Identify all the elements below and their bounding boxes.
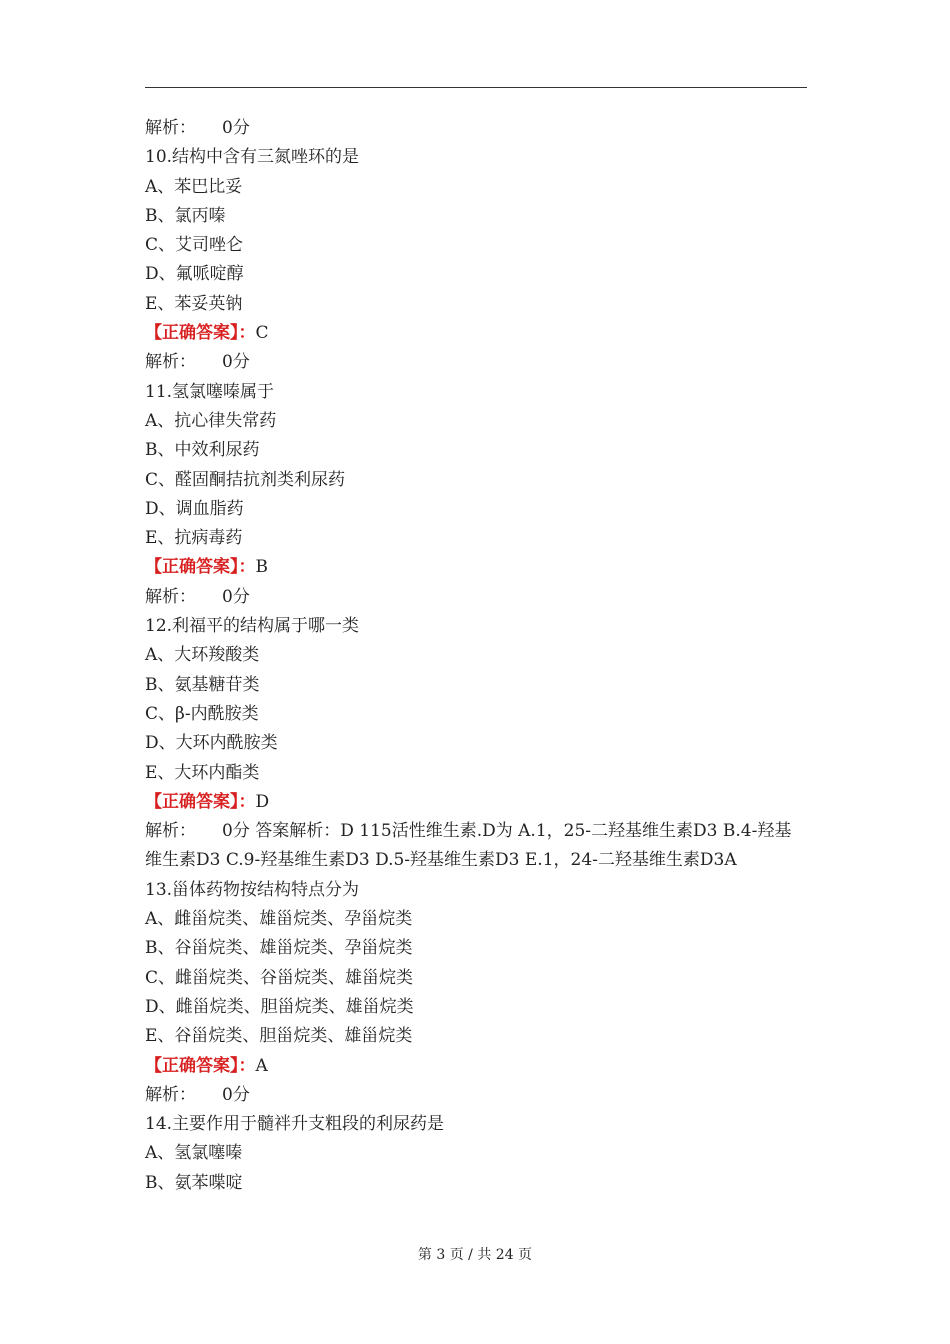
option-text: C、艾司唑仑 — [145, 235, 244, 256]
option-text: C、醛固酮拮抗剂类利尿药 — [145, 469, 346, 490]
analysis-line — [145, 348, 807, 377]
question-text: 10.结构中含有三氮唑环的是 — [145, 147, 360, 168]
correct-answer — [145, 319, 807, 348]
option-text: D、大环内酰胺类 — [145, 733, 278, 754]
question-text: 14.主要作用于髓袢升支粗段的利尿药是 — [145, 1114, 445, 1135]
analysis-line — [145, 1081, 807, 1110]
option-text: D、调血脂药 — [145, 498, 244, 519]
correct-answer-value: D — [255, 791, 270, 812]
correct-answer-label: 【正确答案】： — [145, 1055, 256, 1076]
question-text: 12.利福平的结构属于哪一类 — [145, 616, 360, 637]
correct-answer-label: 【正确答案】： — [145, 323, 256, 344]
correct-answer — [145, 553, 807, 582]
option-text: A、抗心律失常药 — [145, 410, 277, 431]
analysis-score: 0分 — [222, 586, 250, 607]
analysis-score: 0分 — [222, 1084, 250, 1105]
question-text: 11.氢氯噻嗪属于 — [145, 381, 275, 402]
analysis-label: 解析： — [145, 118, 196, 138]
option-text: A、雌甾烷类、雄甾烷类、孕甾烷类 — [145, 909, 413, 930]
analysis-label: 解析： — [145, 352, 196, 373]
option-text: E、大环内酯类 — [145, 762, 260, 783]
correct-answer-label: 【正确答案】： — [145, 557, 256, 578]
analysis-score: 0分 — [222, 118, 250, 138]
analysis-line — [145, 817, 807, 876]
option-text: B、谷甾烷类、雄甾烷类、孕甾烷类 — [145, 938, 413, 959]
header-rule — [145, 87, 807, 88]
analysis-explanation: 答案解析：D 115活性维生素.D为 A.1，25-二羟基维生素D3 B.4-羟基维生素D3 C.9-羟基维生素D3 D.5-羟基维生素D3 E.1，24-二羟基维生素D3A — [145, 821, 792, 871]
correct-answer — [145, 788, 807, 817]
option-text: E、苯妥英钠 — [145, 293, 243, 314]
analysis-score: 0分 — [222, 821, 250, 842]
option-text: C、雌甾烷类、谷甾烷类、雄甾烷类 — [145, 967, 414, 988]
option-text: C、β-内酰胺类 — [145, 703, 259, 724]
option-text: E、抗病毒药 — [145, 528, 243, 549]
correct-answer-label: 【正确答案】： — [145, 791, 256, 812]
page-footer: 第 3 页 / 共 24 页 — [417, 1247, 533, 1263]
analysis-label: 解析： — [145, 1084, 196, 1105]
option-text: B、中效利尿药 — [145, 440, 260, 461]
correct-answer-value: C — [255, 323, 269, 344]
question-text: 13.甾体药物按结构特点分为 — [145, 879, 360, 900]
option-text: D、氟哌啶醇 — [145, 264, 244, 285]
option-text: B、氨基糖苷类 — [145, 674, 260, 695]
option-text: D、雌甾烷类、胆甾烷类、雄甾烷类 — [145, 996, 414, 1017]
option-text: B、氯丙嗪 — [145, 205, 226, 226]
analysis-line — [145, 583, 807, 612]
analysis-label: 解析： — [145, 586, 196, 607]
analysis-label: 解析： — [145, 821, 196, 842]
option-text: A、大环羧酸类 — [145, 645, 260, 666]
analysis-line — [145, 114, 807, 143]
page-content — [145, 114, 807, 1198]
analysis-score: 0分 — [222, 352, 250, 373]
option-text: A、苯巴比妥 — [145, 176, 243, 197]
option-text: B、氨苯喋啶 — [145, 1172, 243, 1193]
correct-answer-value: B — [255, 557, 268, 578]
option-text: E、谷甾烷类、胆甾烷类、雄甾烷类 — [145, 1026, 413, 1047]
option-text: A、氢氯噻嗪 — [145, 1143, 243, 1164]
correct-answer-value: A — [255, 1055, 268, 1076]
correct-answer — [145, 1052, 807, 1081]
